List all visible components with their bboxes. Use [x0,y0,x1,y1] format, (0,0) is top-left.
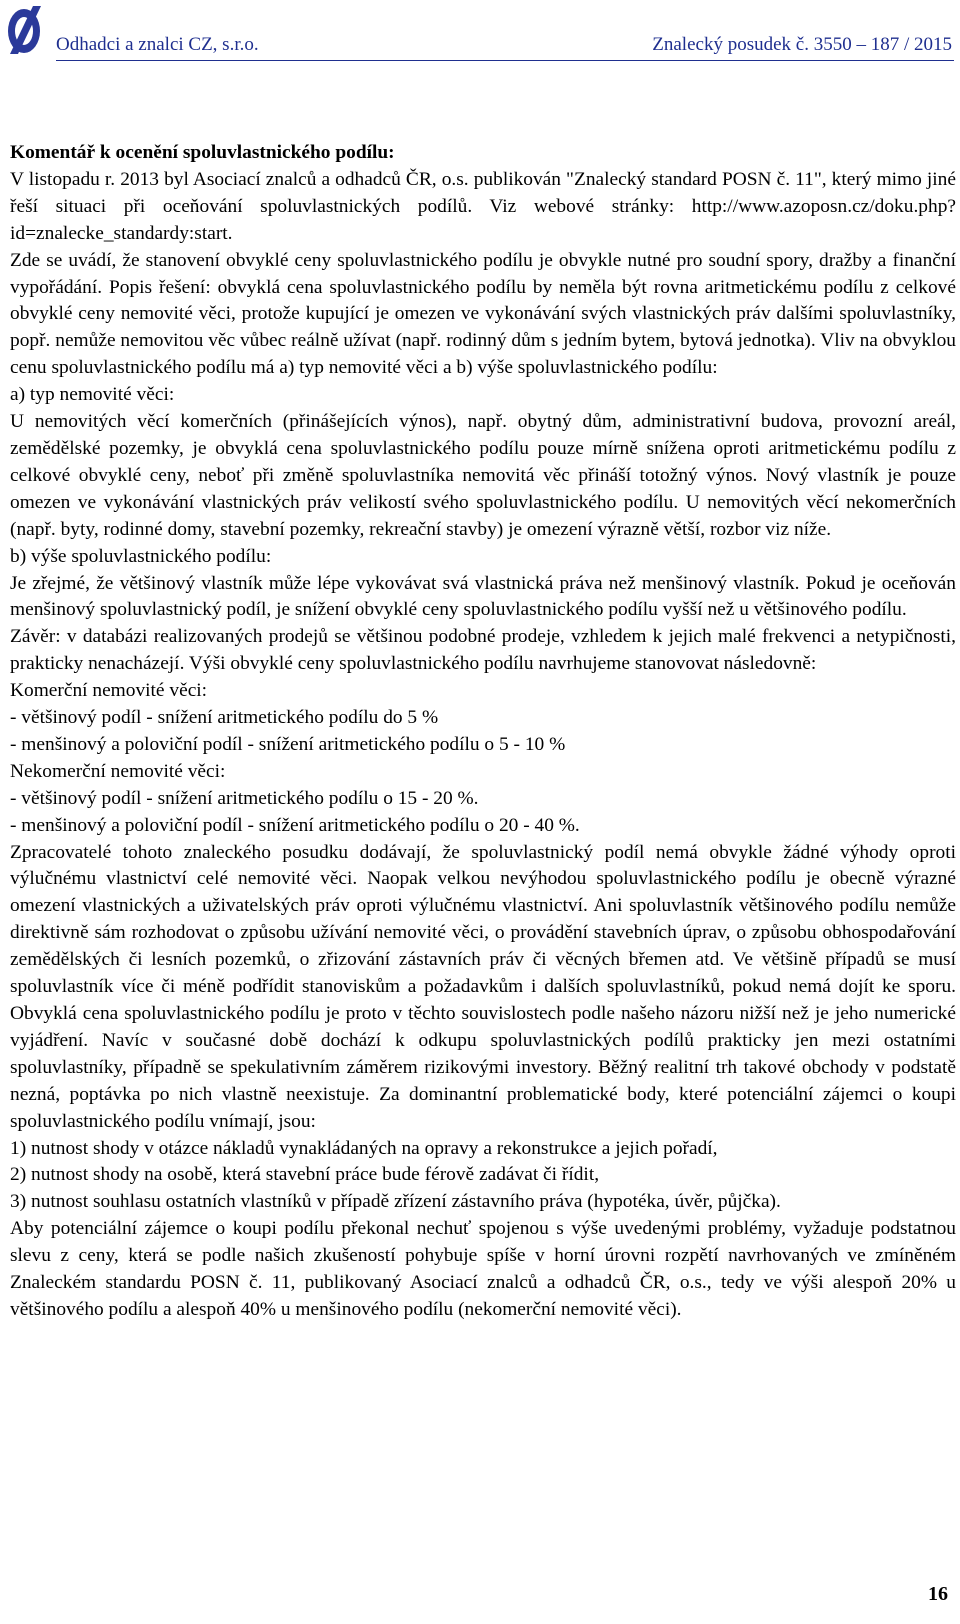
section-heading: Komentář k ocenění spoluvlastnického podílu: [10,142,395,163]
paragraph-majority-owner: Je zřejmé, že většinový vlastník může lépe vykovávat svá vlastnická práva než menšinový vlastník. Pokud je oceňován menšinový spoluvlastnický podíl, je snížení obvyklé ceny spoluvlastnického podílu vyšší než u většinového podílu. [10,572,956,621]
paragraph-type-label: a) typ nemovité věci: [10,384,175,406]
paragraph-posn-standard: V listopadu r. 2013 byl Asociací znalců a odhadců ČR, o.s. publikován "Znalecký standard POSN č. 11", který mimo jiné řeší situaci při oceňování spoluvlastnických podílů. Viz webové stránky: http://www.azoposn.cz/doku.php?id=znalecke_standardy:start. [10,168,956,244]
paragraph-noncommercial-label: Nekomerční nemovité věci: [10,760,226,782]
list-item: 2) nutnost shody na osobě, která stavební práce bude férově zadávat či řídit, [10,1164,600,1186]
document-number: Znalecký posudek č. 3550 – 187 / 2015 [652,34,952,55]
document-body [10,140,956,1324]
list-item: 1) nutnost shody v otázce nákladů vynakládaných na opravy a rekonstrukce a jejich pořadí, [10,1137,718,1159]
header-divider [56,60,954,61]
paragraph-final-discount: Aby potenciální zájemce o koupi podílu překonal nechuť spojenou s výše uvedenými problémy, vyžaduje podstatnou slevu z ceny, která se podle našich zkušeností pohybuje spíše v horní úrovni rozpětí navrhovaných ve zmíněném Znaleckém standardu POSN č. 11, publikovaný Asociací znalců a odhadců ČR, o.s., tedy ve výši alespoň 20% u většinového podílu a alespoň 40% u menšinového podílu (nekomerční nemovité věci). [10,1218,956,1320]
paragraph-price-determination: Zde se uvádí, že stanovení obvyklé ceny spoluvlastnického podílu je obvykle nutné pro soudní spory, dražby a finanční vypořádání. Popis řešení: obvyklá cena spoluvlastnického podílu by neměla být rovna aritmetickému podílu z celkové obvyklé ceny nemovité věci, protože kupující je omezen ve vykonávání svých vlastnických práv dalšími spoluvlastníky, popř. nemůže nemovitou věc vůbec reálně užívat (např. rodinný dům s jedním bytem, bytová jednotka). Vliv na obvyklou cenu spoluvlastnického podílu má a) typ nemovité věci a b) výše spoluvlastnického podílu: [10,249,956,379]
page-number: 16 [928,1583,948,1605]
company-logo-icon [6,4,48,56]
paragraph-conclusion: Závěr: v databázi realizovaných prodejů se většinou podobné prodeje, vzhledem k jejich malé frekvenci a netypičnosti, prakticky nenacházejí. Výši obvyklé ceny spoluvlastnického podílu navrhujeme stanovovat následovně: [10,626,956,675]
list-item: 3) nutnost souhlasu ostatních vlastníků v případě zřízení zástavního práva (hypotéka, úvěr, půjčka). [10,1191,781,1213]
page-header [6,4,958,56]
list-item: - většinový podíl - snížení aritmetického podílu do 5 % [10,707,439,729]
paragraph-share-size-label: b) výše spoluvlastnického podílu: [10,545,272,567]
list-item: - menšinový a poloviční podíl - snížení aritmetického podílu o 20 - 40 %. [10,814,580,836]
company-name: Odhadci a znalci CZ, s.r.o. [56,34,259,55]
paragraph-processors-note: Zpracovatelé tohoto znaleckého posudku dodávají, že spoluvlastnický podíl nemá obvykle žádné výhody oproti výlučnému vlastnictví celé nemovité věci. Naopak velkou nevýhodou spoluvlastnického podílu je obecně výrazné omezení vlastnických a uživatelských práv oproti výlučnému vlastnictví. Ani spoluvlastník většinového podílu nemůže direktivně sám rozhodovat o způsobu užívání nemovité věci, o provádění stavebních úprav, o způsobu obhospodařování zemědělských či lesních pozemků, o zřizování zástavních práv či věcných břemen atd. Ve většině případů se musí spoluvlastník více či méně podřídit stanoviskům a požadavkům i dalších spoluvlastníků, pokud nemá dojít ke sporu. Obvyklá cena spoluvlastnického podílu je proto v těchto souvislostech podle našeho názoru nižší než je jeho numerické vyjádření. Navíc v současné době dochází k odkupu spoluvlastnických podílů prakticky jen mezi ostatními spoluvlastníky, případně se spekulativním záměrem rizikovými investory. Běžný realitní trh takové obchody v podstatě nezná, poptávka po nich vlastně neexistuje. Za dominantní problematické body, které potenciální zájemci o koupi spoluvlastnického podílu vnímají, jsou: [10,841,956,1132]
paragraph-commercial-label: Komerční nemovité věci: [10,680,208,702]
paragraph-commercial-properties: U nemovitých věcí komerčních (přinášejících výnos), např. obytný dům, administrativní budova, provozní areál, zemědělské pozemky, je obvyklá cena spoluvlastnického podílu pouze mírně snížena oproti aritmetickému podílu z celkové obvyklé ceny, neboť při změně spoluvlastníka nemovitá věc přináší totožný výnos. Nový vlastník je pouze omezen ve vykonávání vlastnických práv velikostí svého spoluvlastnického podílu. U nemovitých věcí nekomerčních (např. byty, rodinné domy, stavební pozemky, rekreační stavby) je omezení výrazně větší, rozbor viz níže. [10,411,956,540]
list-item: - většinový podíl - snížení aritmetického podílu o 15 - 20 %. [10,787,479,809]
list-item: - menšinový a poloviční podíl - snížení aritmetického podílu o 5 - 10 % [10,733,566,755]
